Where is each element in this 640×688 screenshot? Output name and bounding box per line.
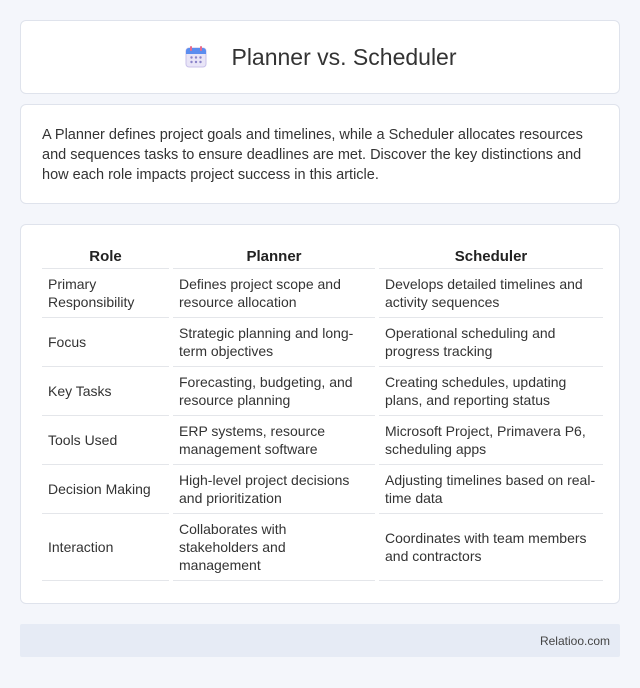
table-row [42, 514, 603, 581]
row-label: Focus [42, 318, 169, 367]
column-header-scheduler: Scheduler [379, 241, 603, 269]
comparison-table [38, 241, 607, 581]
planner-cell: Strategic planning and long-term objectives [173, 318, 375, 367]
scheduler-cell: Creating schedules, updating plans, and reporting status [379, 367, 603, 416]
column-header-planner: Planner [173, 241, 375, 269]
title-card [20, 20, 620, 94]
table-row [42, 465, 603, 514]
footer [20, 624, 620, 657]
row-label: Primary Responsibility [42, 269, 169, 318]
planner-cell: High-level project decisions and prioritization [173, 465, 375, 514]
planner-cell: Forecasting, budgeting, and resource planning [173, 367, 375, 416]
intro-text: A Planner defines project goals and timelines, while a Scheduler allocates resources and sequences tasks to ensure deadlines are met. Discover the key distinctions and how each role impacts project success in this article. [42, 127, 583, 183]
table-row [42, 367, 603, 416]
row-label: Tools Used [42, 416, 169, 465]
scheduler-cell: Coordinates with team members and contractors [379, 514, 603, 581]
page-title: Planner vs. Scheduler [231, 43, 457, 70]
planner-cell: Defines project scope and resource allocation [173, 269, 375, 318]
scheduler-cell: Develops detailed timelines and activity sequences [379, 269, 603, 318]
comparison-card [20, 224, 620, 604]
scheduler-cell: Microsoft Project, Primavera P6, scheduling apps [379, 416, 603, 465]
table-header-row [42, 241, 603, 269]
row-label: Key Tasks [42, 367, 169, 416]
table-row [42, 416, 603, 465]
row-label: Decision Making [42, 465, 169, 514]
row-label: Interaction [42, 514, 169, 581]
table-row [42, 269, 603, 318]
planner-cell: ERP systems, resource management software [173, 416, 375, 465]
intro-card [20, 104, 620, 204]
calendar-icon [183, 44, 209, 70]
table-row [42, 318, 603, 367]
scheduler-cell: Adjusting timelines based on real-time data [379, 465, 603, 514]
footer-site-link[interactable]: Relatioo.com [539, 633, 610, 648]
column-header-role: Role [42, 241, 169, 269]
scheduler-cell: Operational scheduling and progress tracking [379, 318, 603, 367]
planner-cell: Collaborates with stakeholders and management [173, 514, 375, 581]
